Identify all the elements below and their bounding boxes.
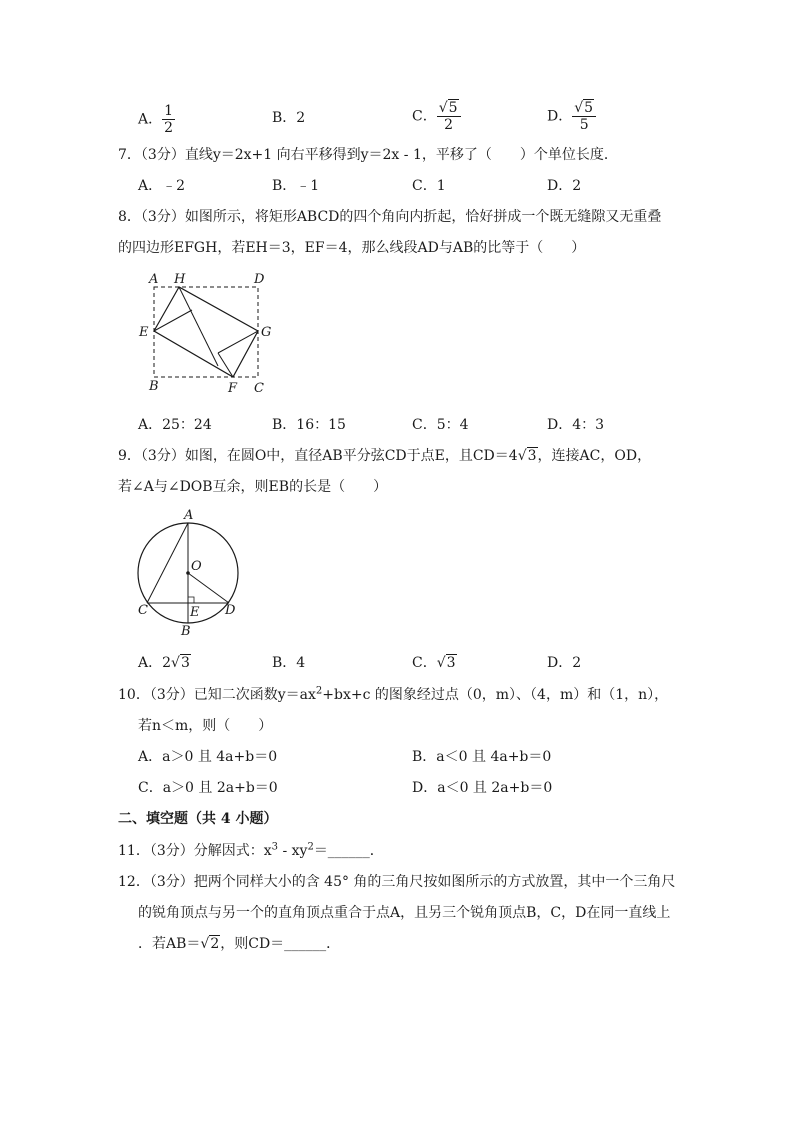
label-c: C — [138, 603, 148, 618]
label-a: A — [149, 272, 159, 287]
sqrt: √2 — [200, 936, 220, 952]
section-heading: 二、填空题（共 4 小题） — [118, 811, 278, 827]
label-f: F — [228, 381, 238, 396]
fold-line — [218, 353, 233, 377]
q8-option-a: A．25：24 — [138, 417, 212, 433]
label-d: D — [254, 272, 265, 287]
q11-stem: 11．（3分）分解因式：$x^3$ - $xy^2=\_\_\_\_\_\_$． — [118, 841, 384, 859]
q8-stem-line1: 8．（3分）如图所示，将矩形ABCD的四个角向内折起，恰好拼成一个既无缝隙又无重叠 — [118, 209, 662, 225]
q12-stem-line1: 12．（3分）把两个同样大小的含 45° 角的三角尺按如图所示的方式放置，其中一个三角尺 — [118, 874, 676, 890]
fraction: $\frac{√5}{2}$ — [437, 100, 461, 133]
q9-figure-circle — [128, 505, 248, 640]
quadrilateral-efgh — [154, 287, 258, 377]
q7-stem: 7．（3分）直线y＝2x+1 向右平移得到y＝2x - 1，平移了（ ）个单位长度． — [118, 147, 618, 163]
label-h: H — [174, 272, 186, 287]
fraction: $\frac{1}{2}$ — [164, 103, 174, 136]
label-b: B — [149, 379, 159, 394]
label-d: D — [225, 603, 236, 618]
q9-stem-line2: 若∠A与∠DOB互余，则EB的长是（ ） — [118, 479, 388, 495]
q12-stem-line2: 的锐角顶点与另一个的直角顶点重合于点A，且另三个锐角顶点B，C，D在同一直线上 — [138, 905, 671, 921]
center-point — [186, 571, 190, 575]
q8-stem-line2: 的四边形EFGH，若EH＝3，EF＝4，那么线段AD与AB的比等于（ ） — [118, 240, 586, 256]
q9-option-c: C．√3 — [412, 655, 456, 671]
q8-option-b: B．16：15 — [272, 417, 346, 433]
fraction: $\frac{√5}{5}$ — [572, 100, 596, 133]
q6-option-b: B．2 — [272, 110, 306, 126]
q12-stem-line3: ．若AB＝√2，则CD＝______． — [138, 936, 341, 952]
label-b: B — [181, 624, 191, 639]
label-c: C — [254, 381, 264, 396]
q8-option-c: C．5：4 — [412, 417, 469, 433]
right-angle-mark — [188, 597, 194, 603]
sqrt: √3 — [517, 448, 537, 464]
label-e: E — [139, 325, 149, 340]
label-e: E — [190, 605, 200, 620]
rectangle-abcd — [154, 287, 258, 377]
q9-stem-line1: 9．（3分）如图，在圆O中，直径AB平分弦CD于点E，且CD＝4√3，连接AC，OD， — [118, 448, 652, 464]
q10-option-d: D．a＜0 且 2a+b＝0 — [412, 780, 553, 796]
q7-option-d: D．2 — [547, 178, 582, 194]
q10-stem-line1: 10．（3分）已知二次函数$y=ax^2+bx+c$ 的图象经过点（0，m）、（4，m）和（1，n）， — [118, 685, 669, 703]
segment-ac — [147, 523, 188, 603]
q6-option-d: D． $\frac{√5}{5}$ — [547, 100, 596, 133]
q7-option-c: C．1 — [412, 178, 446, 194]
q10-option-a: A．a＞0 且 4a+b＝0 — [138, 749, 278, 765]
label-a: A — [184, 508, 194, 523]
q10-option-b: B．a＜0 且 4a+b＝0 — [412, 749, 552, 765]
q10-option-c: C．a＞0 且 2a+b＝0 — [138, 780, 278, 796]
sqrt: √3 — [436, 655, 456, 671]
q9-option-d: D．2 — [547, 655, 582, 671]
q6-option-a: A． $\frac{1}{2}$ — [138, 103, 174, 136]
q8-figure-rectangle — [130, 265, 280, 400]
q8-option-d: D．4：3 — [547, 417, 605, 433]
q10-stem-line2: 若n＜m，则（ ） — [138, 718, 273, 734]
q9-option-b: B．4 — [272, 655, 306, 671]
q6-option-c: C． $\frac{√5}{2}$ — [412, 100, 461, 133]
label-g: G — [261, 325, 272, 340]
q7-option-a: A．﹣2 — [138, 178, 186, 194]
sqrt: √3 — [171, 655, 190, 671]
q7-option-b: B．﹣1 — [272, 178, 320, 194]
q9-option-a: A．2√3 — [138, 655, 190, 671]
label-o: O — [191, 559, 202, 574]
fold-line — [179, 287, 218, 366]
